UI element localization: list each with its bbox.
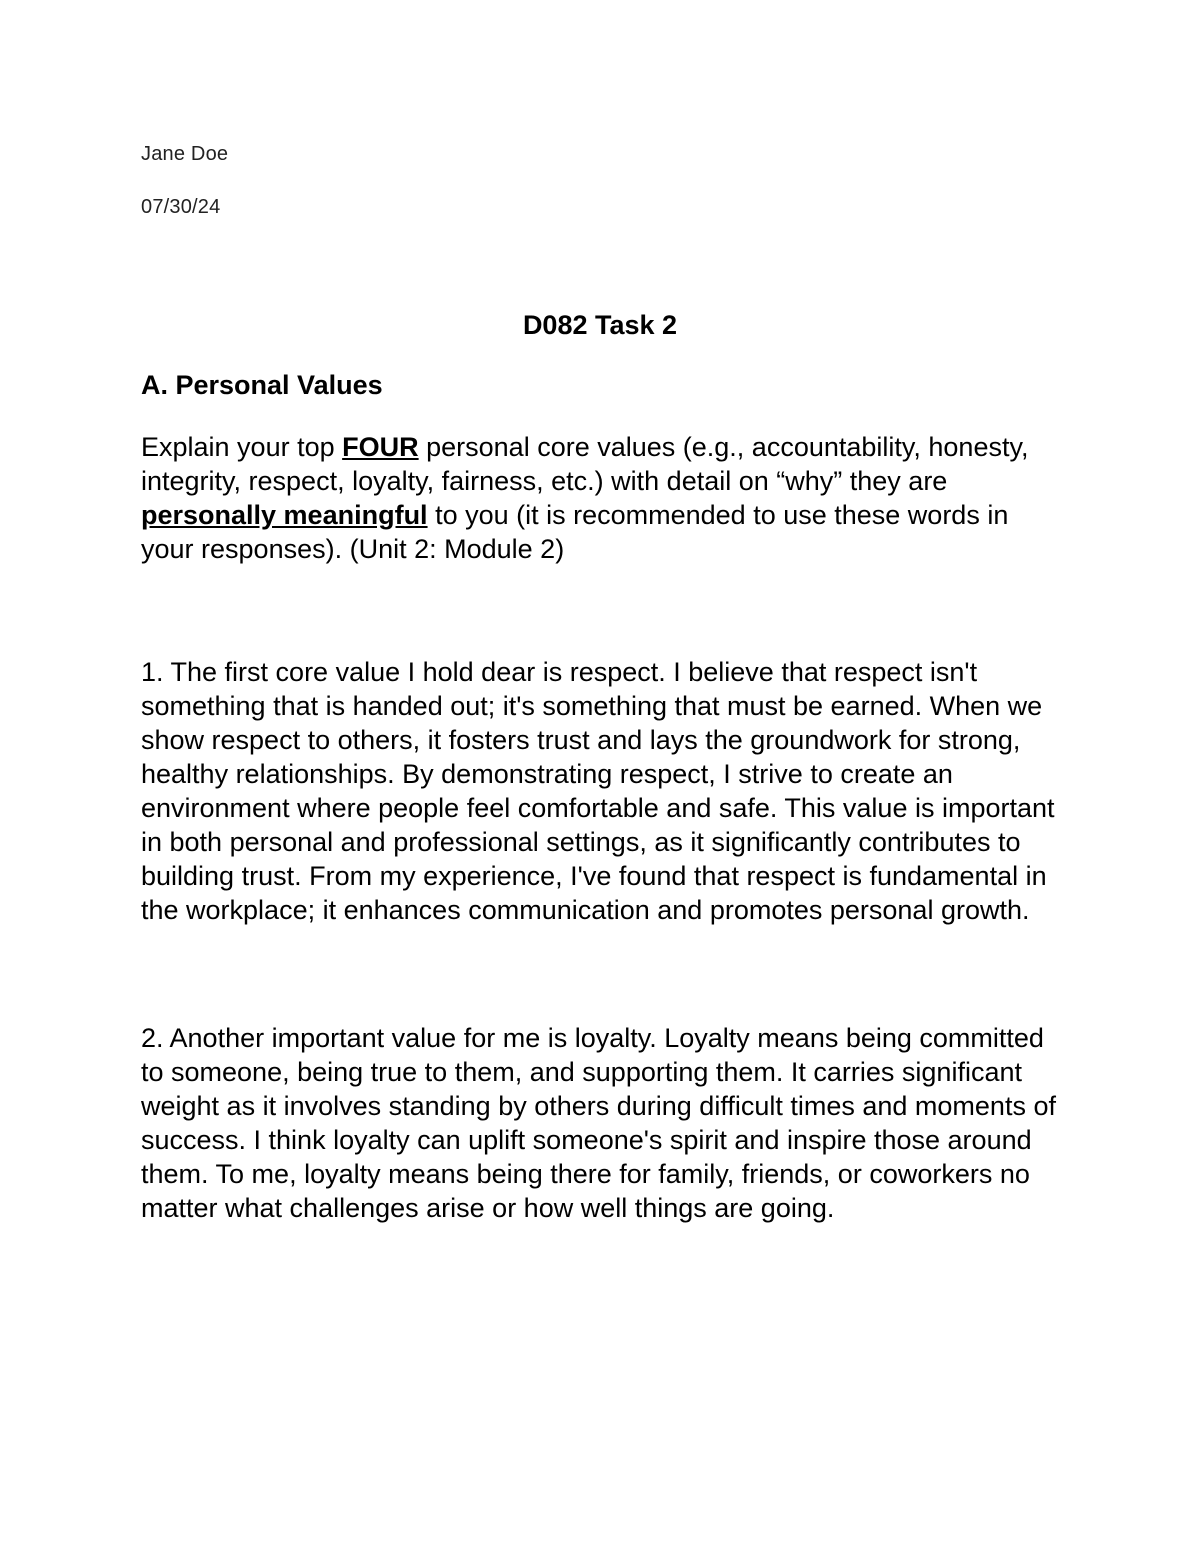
answer-paragraph-respect: 1. The first core value I hold dear is respect. I believe that respect isn't something that is handed out; it's something that must be earned. When we show respect to others, it fosters trust and lays the groundwork for strong, healthy relationships. By demonstrating respect, I strive to create an environment where people feel comfortable and safe. This value is important in both personal and professional settings, as it significantly contributes to building trust. From my experience, I've found that respect is fundamental in the workplace; it enhances communication and promotes personal growth. <box>141 657 1055 925</box>
prompt-text-2: personal core values (e.g., accountability, honesty, integrity, respect, loyalty, fairness, etc.) with detail on “why” they are <box>141 432 1029 496</box>
task-prompt <box>141 430 1066 566</box>
document-date: 07/30/24 <box>141 196 221 218</box>
section-heading: A. Personal Values <box>141 370 383 400</box>
prompt-emphasis-four: FOUR <box>342 432 419 462</box>
answer-paragraph-loyalty: 2. Another important value for me is loyalty. Loyalty means being committed to someone, being true to them, and supporting them. It carries significant weight as it involves standing by others during difficult times and moments of success. I think loyalty can uplift someone's spirit and inspire those around them. To me, loyalty means being there for family, friends, or coworkers no matter what challenges arise or how well things are going. <box>141 1023 1056 1223</box>
author-name: Jane Doe <box>141 143 229 165</box>
prompt-text-3: to you (it is recommended to use these words in your responses). (Unit 2: Module 2) <box>141 500 1009 564</box>
prompt-emphasis-meaningful: personally meaningful <box>141 500 428 530</box>
document-title: D082 Task 2 <box>522 310 678 340</box>
prompt-text-1: Explain your top <box>141 432 343 462</box>
